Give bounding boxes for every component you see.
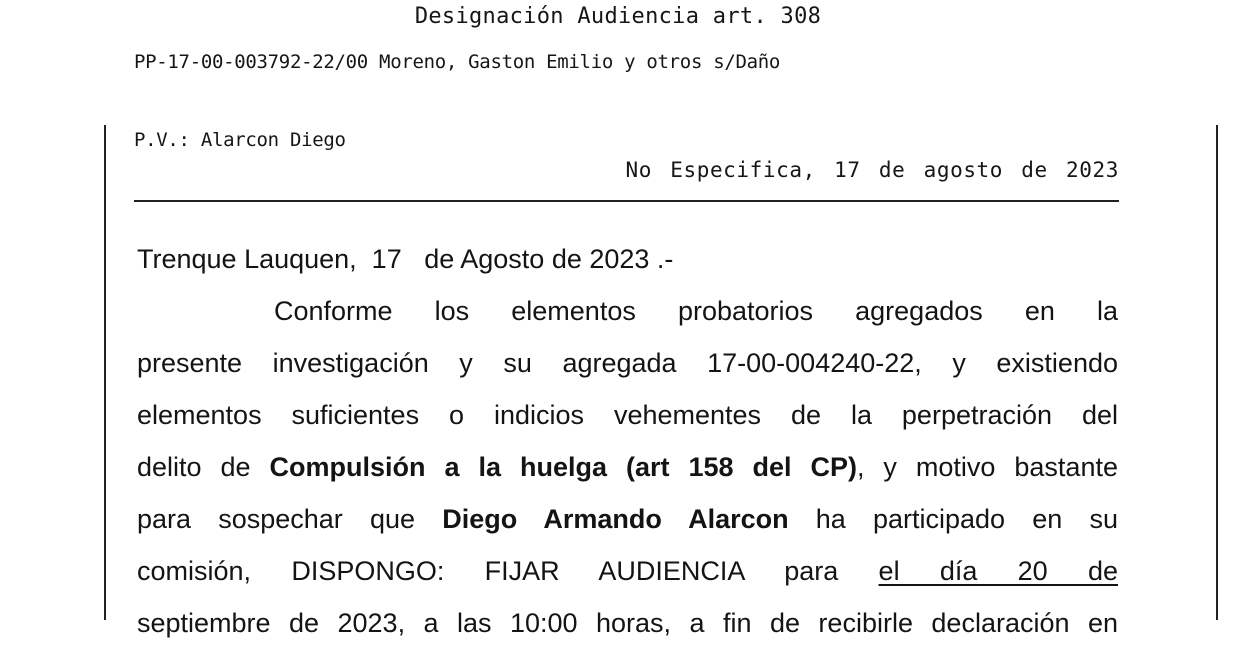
page-title: Designación Audiencia art. 308 <box>414 4 822 29</box>
case-reference: PP-17-00-003792-22/00 Moreno, Gaston Emilio y otros s/Daño <box>134 51 781 73</box>
body-text <box>137 233 1118 649</box>
line-5-end: ha participado en su <box>788 504 1118 534</box>
line-5-start: para sospechar que <box>137 504 443 534</box>
hearing-date-start: el día 20 de <box>878 556 1118 586</box>
accused-name: Diego Armando Alarcon <box>442 504 789 534</box>
paragraph-line-7: septiembre de 2023, a las 10:00 horas, a fin de recibirle declaración en <box>137 608 1118 638</box>
paragraph-line-6 <box>137 545 1118 597</box>
header-rule <box>134 200 1119 202</box>
line-4-start: delito de <box>137 452 270 482</box>
paragraph-line-4 <box>137 441 1118 493</box>
pv-line: P.V.: Alarcon Diego <box>134 129 346 151</box>
left-border <box>104 125 106 620</box>
paragraph-line-5 <box>137 493 1118 545</box>
right-border <box>1216 125 1218 620</box>
offense-name: Compulsión a la huelga (art 158 del CP) <box>269 452 857 482</box>
paragraph-line-2: presente investigación y su agregada 17-00-004240-22, y existiendo <box>137 348 1118 378</box>
paragraph-line-3: elementos suficientes o indicios vehementes de la perpetración del <box>137 400 1118 430</box>
document-date: No Especifica, 17 de agosto de 2023 <box>625 158 1119 182</box>
line-4-end: , y motivo bastante <box>856 452 1118 482</box>
line-6-start: comisión, DISPONGO: FIJAR AUDIENCIA para <box>137 556 879 586</box>
opening-line: Trenque Lauquen, 17 de Agosto de 2023 .- <box>137 244 674 274</box>
paragraph-line-1: Conforme los elementos probatorios agregados en la <box>274 296 1118 326</box>
